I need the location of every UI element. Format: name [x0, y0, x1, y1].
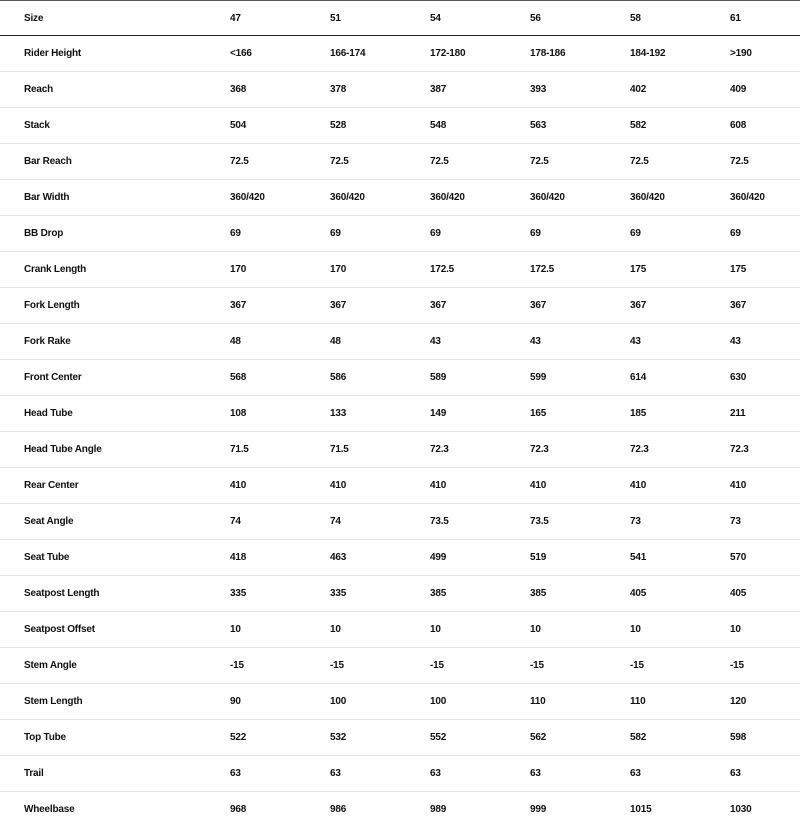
table-cell: 69	[505, 216, 605, 252]
table-cell: 43	[705, 324, 800, 360]
table-cell: 72.5	[605, 144, 705, 180]
table-cell: 10	[505, 612, 605, 648]
table-cell: 463	[305, 540, 405, 576]
table-cell: 69	[605, 216, 705, 252]
table-cell: 110	[505, 684, 605, 720]
table-cell: 563	[505, 108, 605, 144]
table-cell: 541	[605, 540, 705, 576]
table-header	[0, 1, 800, 36]
table-cell: 170	[305, 252, 405, 288]
row-label: Stem Length	[0, 684, 205, 720]
table-cell: 335	[305, 576, 405, 612]
table-cell: 504	[205, 108, 305, 144]
table-cell: 172.5	[405, 252, 505, 288]
header-cell-size-label: Size	[0, 1, 205, 36]
table-cell: 385	[405, 576, 505, 612]
table-cell: 72.3	[405, 432, 505, 468]
table-cell: 360/420	[605, 180, 705, 216]
table-cell: 568	[205, 360, 305, 396]
table-cell: 120	[705, 684, 800, 720]
table-row	[0, 36, 800, 72]
table-cell: 499	[405, 540, 505, 576]
row-label: Reach	[0, 72, 205, 108]
row-label: Seatpost Length	[0, 576, 205, 612]
table-row	[0, 432, 800, 468]
table-cell: 74	[305, 504, 405, 540]
table-cell: 170	[205, 252, 305, 288]
row-label: Fork Rake	[0, 324, 205, 360]
table-cell: 175	[705, 252, 800, 288]
row-label: Rear Center	[0, 468, 205, 504]
header-cell-size: 51	[305, 1, 405, 36]
table-cell: 72.5	[405, 144, 505, 180]
table-cell: 100	[305, 684, 405, 720]
table-cell: -15	[705, 648, 800, 684]
table-cell: 100	[405, 684, 505, 720]
table-row	[0, 144, 800, 180]
table-cell: 165	[505, 396, 605, 432]
header-cell-size: 47	[205, 1, 305, 36]
table-cell: 409	[705, 72, 800, 108]
table-cell: 149	[405, 396, 505, 432]
table-cell: 410	[505, 468, 605, 504]
table-cell: 410	[705, 468, 800, 504]
table-cell: -15	[505, 648, 605, 684]
row-label: Bar Width	[0, 180, 205, 216]
table-cell: 43	[605, 324, 705, 360]
table-cell: 387	[405, 72, 505, 108]
table-cell: 630	[705, 360, 800, 396]
table-cell: 48	[205, 324, 305, 360]
table-cell: 378	[305, 72, 405, 108]
table-cell: 185	[605, 396, 705, 432]
table-cell: 10	[205, 612, 305, 648]
table-body	[0, 36, 800, 827]
table-cell: -15	[305, 648, 405, 684]
row-label: Crank Length	[0, 252, 205, 288]
table-cell: 367	[405, 288, 505, 324]
table-cell: 43	[405, 324, 505, 360]
table-cell: 69	[405, 216, 505, 252]
table-cell: 175	[605, 252, 705, 288]
table-cell: 528	[305, 108, 405, 144]
table-cell: 10	[605, 612, 705, 648]
table-cell: -15	[205, 648, 305, 684]
table-cell: 43	[505, 324, 605, 360]
table-cell: 172.5	[505, 252, 605, 288]
table-cell: 360/420	[505, 180, 605, 216]
row-label: Front Center	[0, 360, 205, 396]
table-row	[0, 684, 800, 720]
row-label: BB Drop	[0, 216, 205, 252]
row-label: Wheelbase	[0, 792, 205, 827]
table-row	[0, 540, 800, 576]
table-cell: 211	[705, 396, 800, 432]
table-cell: 570	[705, 540, 800, 576]
table-cell: 367	[205, 288, 305, 324]
table-cell: 71.5	[205, 432, 305, 468]
table-cell: 589	[405, 360, 505, 396]
row-label: Top Tube	[0, 720, 205, 756]
table-cell: 108	[205, 396, 305, 432]
table-cell: 72.3	[605, 432, 705, 468]
table-cell: 522	[205, 720, 305, 756]
table-cell: 73.5	[505, 504, 605, 540]
table-cell: 72.3	[505, 432, 605, 468]
table-cell: 73	[605, 504, 705, 540]
table-cell: 368	[205, 72, 305, 108]
row-label: Seat Tube	[0, 540, 205, 576]
table-cell: 385	[505, 576, 605, 612]
table-cell: 1030	[705, 792, 800, 827]
table-cell: 90	[205, 684, 305, 720]
table-cell: 63	[705, 756, 800, 792]
table-cell: 598	[705, 720, 800, 756]
table-cell: >190	[705, 36, 800, 72]
table-row	[0, 288, 800, 324]
row-label: Stem Angle	[0, 648, 205, 684]
header-cell-size: 58	[605, 1, 705, 36]
table-cell: 367	[505, 288, 605, 324]
table-cell: 10	[405, 612, 505, 648]
table-cell: 393	[505, 72, 605, 108]
table-row	[0, 612, 800, 648]
table-cell: 367	[705, 288, 800, 324]
table-cell: 74	[205, 504, 305, 540]
table-row	[0, 648, 800, 684]
table-cell: 360/420	[205, 180, 305, 216]
table-cell: 63	[405, 756, 505, 792]
table-cell: 110	[605, 684, 705, 720]
row-label: Bar Reach	[0, 144, 205, 180]
table-cell: 10	[705, 612, 800, 648]
table-cell: 552	[405, 720, 505, 756]
table-cell: 582	[605, 720, 705, 756]
table-cell: 63	[305, 756, 405, 792]
table-cell: 72.5	[705, 144, 800, 180]
table-cell: <166	[205, 36, 305, 72]
table-cell: 63	[605, 756, 705, 792]
table-row	[0, 720, 800, 756]
table-cell: 614	[605, 360, 705, 396]
table-row	[0, 576, 800, 612]
table-cell: 582	[605, 108, 705, 144]
table-cell: 73.5	[405, 504, 505, 540]
table-row	[0, 360, 800, 396]
table-cell: 172-180	[405, 36, 505, 72]
row-label: Trail	[0, 756, 205, 792]
table-cell: 968	[205, 792, 305, 827]
table-cell: 48	[305, 324, 405, 360]
row-label: Stack	[0, 108, 205, 144]
table-cell: 405	[605, 576, 705, 612]
table-cell: 1015	[605, 792, 705, 827]
table-cell: 999	[505, 792, 605, 827]
table-cell: 989	[405, 792, 505, 827]
table-cell: 599	[505, 360, 605, 396]
table-cell: 72.3	[705, 432, 800, 468]
table-cell: 184-192	[605, 36, 705, 72]
table-cell: 69	[705, 216, 800, 252]
table-row	[0, 468, 800, 504]
table-cell: 360/420	[705, 180, 800, 216]
table-cell: 519	[505, 540, 605, 576]
table-row	[0, 504, 800, 540]
row-label: Head Tube Angle	[0, 432, 205, 468]
table-cell: 410	[205, 468, 305, 504]
row-label: Rider Height	[0, 36, 205, 72]
table-cell: 608	[705, 108, 800, 144]
table-cell: 405	[705, 576, 800, 612]
table-cell: 71.5	[305, 432, 405, 468]
table-row	[0, 756, 800, 792]
header-cell-size: 56	[505, 1, 605, 36]
table-cell: 72.5	[205, 144, 305, 180]
table-row	[0, 180, 800, 216]
table-cell: 586	[305, 360, 405, 396]
row-label: Head Tube	[0, 396, 205, 432]
table-cell: -15	[605, 648, 705, 684]
table-cell: 63	[205, 756, 305, 792]
table-cell: 367	[605, 288, 705, 324]
header-cell-size: 54	[405, 1, 505, 36]
table-row	[0, 792, 800, 827]
table-cell: 63	[505, 756, 605, 792]
table-cell: 402	[605, 72, 705, 108]
table-cell: 562	[505, 720, 605, 756]
table-cell: 69	[205, 216, 305, 252]
table-cell: 548	[405, 108, 505, 144]
table-cell: 360/420	[405, 180, 505, 216]
table-cell: 72.5	[305, 144, 405, 180]
table-cell: 367	[305, 288, 405, 324]
table-cell: 410	[305, 468, 405, 504]
table-cell: 986	[305, 792, 405, 827]
table-row	[0, 324, 800, 360]
table-row	[0, 216, 800, 252]
table-cell: 418	[205, 540, 305, 576]
table-row	[0, 108, 800, 144]
table-row	[0, 72, 800, 108]
table-row	[0, 396, 800, 432]
table-cell: 69	[305, 216, 405, 252]
table-cell: 133	[305, 396, 405, 432]
table-row	[0, 252, 800, 288]
row-label: Fork Length	[0, 288, 205, 324]
table-cell: 166-174	[305, 36, 405, 72]
table-cell: 335	[205, 576, 305, 612]
header-row	[0, 1, 800, 36]
table-cell: 178-186	[505, 36, 605, 72]
table-cell: 360/420	[305, 180, 405, 216]
table-cell: 10	[305, 612, 405, 648]
table-cell: -15	[405, 648, 505, 684]
table-cell: 410	[605, 468, 705, 504]
row-label: Seat Angle	[0, 504, 205, 540]
header-cell-size: 61	[705, 1, 800, 36]
table-cell: 72.5	[505, 144, 605, 180]
table-cell: 73	[705, 504, 800, 540]
table-cell: 532	[305, 720, 405, 756]
table-cell: 410	[405, 468, 505, 504]
row-label: Seatpost Offset	[0, 612, 205, 648]
